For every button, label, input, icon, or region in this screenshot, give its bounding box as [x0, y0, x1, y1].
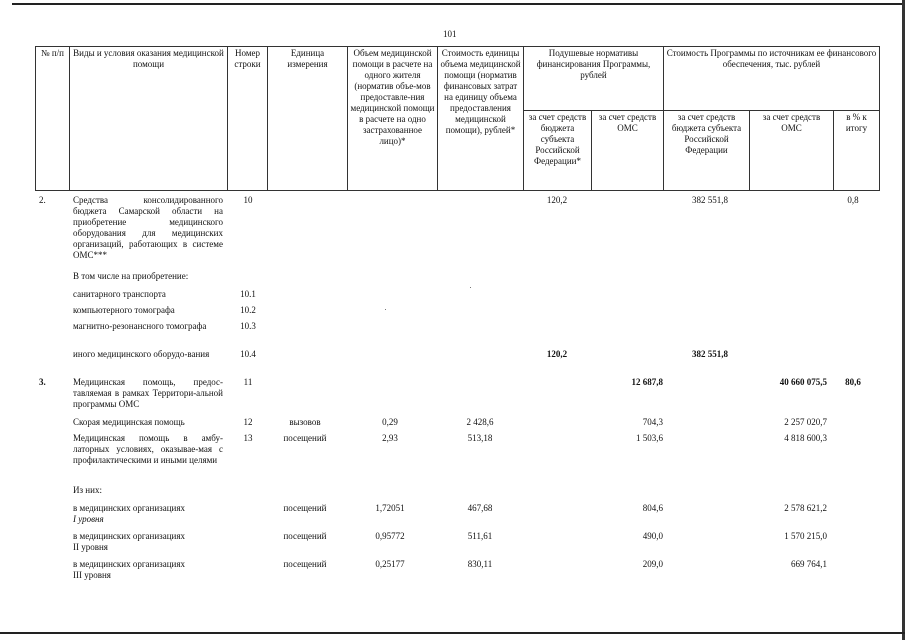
row-line-number: 10	[243, 195, 253, 205]
row-name: магнитно-резонансного томографа	[73, 321, 207, 331]
cost-value: 511,61	[467, 531, 493, 541]
row-name-part: в медицинских организациях	[73, 559, 185, 569]
table-header	[35, 46, 880, 191]
scan-speck	[385, 309, 386, 310]
row-name: Медицинская помощь в амбу-латорных условиях, оказывае-мая с профилактическими и иными целями	[73, 433, 223, 465]
header-col-line: Номер строки	[228, 47, 268, 191]
top-border-line	[12, 3, 905, 5]
row-name: санитарного транспорта	[73, 289, 166, 299]
row-name	[73, 531, 223, 553]
source-oms-value: 1 570 215,0	[784, 531, 827, 541]
scan-speck	[470, 287, 471, 288]
header-col-cost: Стоимость единицы объема медицинской помощи (норматив финансовых затрат на единицу объема предоставления медицинской помощи), рублей*	[438, 47, 524, 191]
header-col-unit: Единица измерения	[268, 47, 348, 191]
cost-value: 467,68	[467, 503, 493, 513]
header-col-name: Виды и условия оказания медицинской помощи	[70, 47, 228, 191]
header-group-norms: Подушевые нормативы финансирования Программы, рублей	[524, 47, 664, 111]
row-name: Медицинская помощь, предос-тавляемая в рамках Территори-альной программы ОМС	[73, 377, 223, 409]
header-src-pct: в % к итогу	[834, 111, 880, 191]
cost-value: 830,11	[467, 559, 493, 569]
percent-value: 0,8	[847, 195, 859, 205]
row-number: 3.	[39, 377, 46, 387]
norm-oms-value: 804,6	[642, 503, 663, 513]
unit-value: посещений	[283, 503, 327, 513]
row-name-part: в медицинских организациях	[73, 503, 185, 513]
row-name-part: в медицинских организациях	[73, 531, 185, 541]
unit-value: посещений	[283, 559, 327, 569]
header-norms-budget: за счет средств бюджета субъекта Российской Федерации*	[524, 111, 592, 191]
cost-value: 2 428,6	[466, 417, 494, 427]
source-oms-value: 669 764,1	[791, 559, 827, 569]
row-line-number: 10.2	[240, 305, 256, 315]
percent-value: 80,6	[845, 377, 861, 387]
row-name	[73, 503, 223, 525]
source-oms-value: 2 257 020,7	[784, 417, 827, 427]
source-budget-value: 382 551,8	[692, 349, 728, 359]
header-col-volume: Объем медицинской помощи в расчете на одного жителя (норматив объе-мов предоставле-ния медицинской помощи в расчете на одно застрахованное лицо)*	[348, 47, 438, 191]
row-line-number: 13	[243, 433, 253, 443]
norm-oms-value: 209,0	[642, 559, 663, 569]
source-oms-value: 40 660 075,5	[779, 377, 827, 387]
row-name-level: III уровня	[73, 570, 111, 580]
norm-budget-value: 120,2	[546, 195, 568, 205]
header-src-oms: за счет средств ОМС	[750, 111, 834, 191]
volume-value: 1,72051	[375, 503, 405, 513]
header-src-budget: за счет средств бюджета субъекта Российской Федерации	[664, 111, 750, 191]
row-name-level: II уровня	[73, 542, 108, 552]
source-oms-value: 2 578 621,2	[784, 503, 827, 513]
row-name	[73, 559, 223, 581]
cost-value: 513,18	[467, 433, 493, 443]
header-col-no: № п/п	[36, 47, 70, 191]
row-name: Скорая медицинская помощь	[73, 417, 185, 427]
row-line-number: 11	[243, 377, 253, 387]
header-norms-oms: за счет средств ОМС	[592, 111, 664, 191]
row-line-number: 12	[243, 417, 253, 427]
unit-value: посещений	[283, 531, 327, 541]
row-name-level: I уровня	[73, 514, 104, 524]
volume-value: 0,25177	[375, 559, 405, 569]
source-oms-value: 4 818 600,3	[784, 433, 827, 443]
row-line-number: 10.4	[240, 349, 256, 359]
norm-budget-value: 120,2	[546, 349, 568, 359]
header-group-sources: Стоимость Программы по источникам ее финансового обеспечения, тыс. рублей	[664, 47, 880, 111]
volume-value: 0,95772	[375, 531, 405, 541]
page-number: 101	[443, 29, 457, 39]
bottom-border-line	[0, 632, 905, 634]
row-name: Средства консолидированного бюджета Самарской области на приобретение медицинского оборудования для медицинских организаций, работающих в системе ОМС***	[73, 195, 223, 260]
unit-value: посещений	[283, 433, 327, 443]
row-name: Из них:	[73, 485, 102, 495]
row-line-number: 10.1	[240, 289, 256, 299]
unit-value: вызовов	[289, 417, 321, 427]
norm-oms-value: 12 687,8	[631, 377, 663, 387]
row-name: компьютерного томографа	[73, 305, 175, 315]
source-budget-value: 382 551,8	[692, 195, 728, 205]
norm-oms-value: 704,3	[642, 417, 663, 427]
volume-value: 0,29	[382, 417, 398, 427]
row-line-number: 10.3	[240, 321, 256, 331]
row-number: 2.	[39, 195, 46, 205]
norm-oms-value: 1 503,6	[636, 433, 663, 443]
volume-value: 2,93	[382, 433, 398, 443]
row-name: В том числе на приобретение:	[73, 271, 189, 281]
row-name: иного медицинского оборудо-вания	[73, 349, 210, 359]
norm-oms-value: 490,0	[642, 531, 663, 541]
